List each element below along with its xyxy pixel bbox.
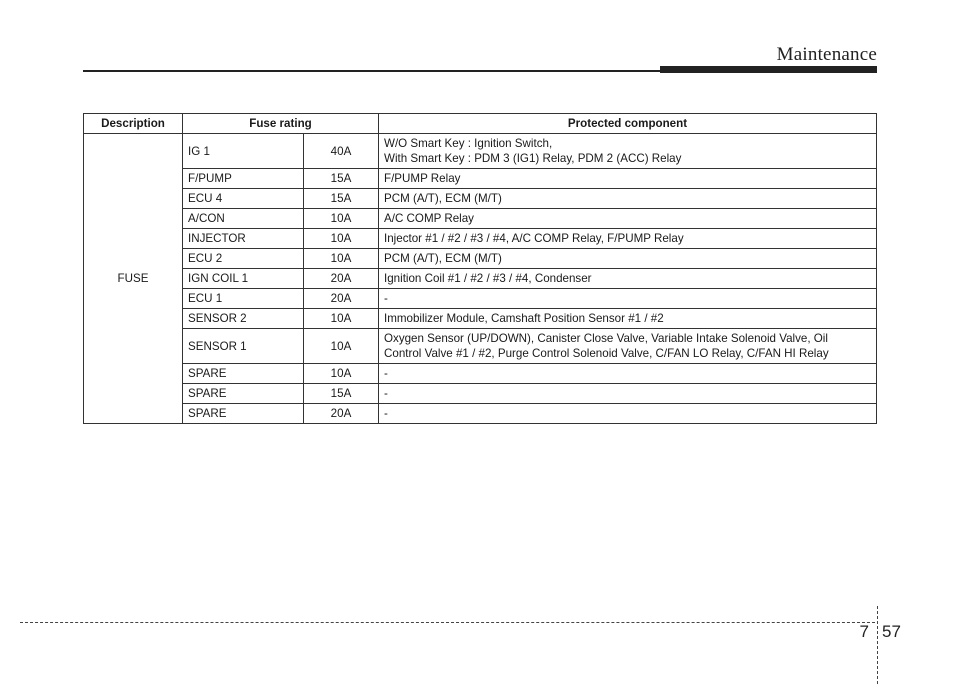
fuse-rating-cell: 10A — [304, 249, 379, 269]
fuse-name-cell: INJECTOR — [183, 229, 304, 249]
fuse-name-cell: ECU 4 — [183, 189, 304, 209]
fuse-name-cell: SENSOR 2 — [183, 309, 304, 329]
page-header-title: Maintenance — [776, 44, 877, 65]
protected-component-cell — [379, 309, 877, 329]
footer-rule — [20, 622, 875, 623]
fuse-name-cell: ECU 1 — [183, 289, 304, 309]
table-row — [84, 134, 877, 169]
component-line: A/C COMP Relay — [384, 212, 474, 225]
protected-component-cell — [379, 134, 877, 169]
table-body — [84, 134, 877, 424]
fuse-name-cell: SPARE — [183, 364, 304, 384]
table-row — [84, 384, 877, 404]
table-row — [84, 169, 877, 189]
component-line: W/O Smart Key : Ignition Switch, — [384, 137, 553, 150]
component-line: PCM (A/T), ECM (M/T) — [384, 252, 502, 265]
fuse-name-cell: SPARE — [183, 404, 304, 424]
fuse-rating-cell: 10A — [304, 309, 379, 329]
table-row — [84, 249, 877, 269]
protected-component-cell — [379, 404, 877, 424]
component-line: - — [384, 292, 388, 305]
table-row — [84, 269, 877, 289]
page-number: 57 — [882, 622, 901, 641]
fuse-name-cell: IGN COIL 1 — [183, 269, 304, 289]
table-header-row — [84, 114, 877, 134]
header-rule-thin — [83, 70, 663, 72]
protected-component-cell — [379, 249, 877, 269]
chapter-number: 7 — [859, 622, 869, 641]
component-line: Ignition Coil #1 / #2 / #3 / #4, Condenser — [384, 272, 592, 285]
component-line: Oxygen Sensor (UP/DOWN), Canister Close Valve, Variable Intake Solenoid Valve, Oil — [384, 332, 828, 345]
group-label-fuse: FUSE — [84, 134, 183, 424]
protected-component-cell — [379, 229, 877, 249]
protected-component-cell — [379, 169, 877, 189]
header-fuse-rating: Fuse rating — [183, 114, 379, 134]
fuse-rating-cell: 20A — [304, 289, 379, 309]
fuse-rating-cell: 15A — [304, 189, 379, 209]
table-row — [84, 209, 877, 229]
fuse-name-cell: A/CON — [183, 209, 304, 229]
header-rule-thick — [660, 66, 877, 73]
table-row — [84, 364, 877, 384]
fuse-name-cell: SENSOR 1 — [183, 329, 304, 364]
header-description: Description — [84, 114, 183, 134]
component-line: - — [384, 367, 388, 380]
fuse-name-cell: ECU 2 — [183, 249, 304, 269]
fuse-rating-cell: 15A — [304, 169, 379, 189]
fuse-name-cell: SPARE — [183, 384, 304, 404]
header-protected-component: Protected component — [379, 114, 877, 134]
table-row — [84, 404, 877, 424]
fuse-rating-cell: 10A — [304, 209, 379, 229]
component-line: Injector #1 / #2 / #3 / #4, A/C COMP Relay, F/PUMP Relay — [384, 232, 684, 245]
protected-component-cell — [379, 384, 877, 404]
component-line: PCM (A/T), ECM (M/T) — [384, 192, 502, 205]
component-line: Control Valve #1 / #2, Purge Control Solenoid Valve, C/FAN LO Relay, C/FAN HI Relay — [384, 347, 829, 360]
component-line: F/PUMP Relay — [384, 172, 461, 185]
protected-component-cell — [379, 189, 877, 209]
component-line: With Smart Key : PDM 3 (IG1) Relay, PDM 2 (ACC) Relay — [384, 152, 682, 165]
table-row — [84, 189, 877, 209]
protected-component-cell — [379, 364, 877, 384]
table-row — [84, 329, 877, 364]
table-row — [84, 289, 877, 309]
fuse-rating-cell: 10A — [304, 329, 379, 364]
component-line: - — [384, 407, 388, 420]
protected-component-cell — [379, 269, 877, 289]
fuse-rating-cell: 10A — [304, 229, 379, 249]
component-line: - — [384, 387, 388, 400]
page-number-divider — [877, 606, 878, 684]
component-line: Immobilizer Module, Camshaft Position Sensor #1 / #2 — [384, 312, 664, 325]
fuse-rating-cell: 10A — [304, 364, 379, 384]
table-row — [84, 309, 877, 329]
fuse-rating-cell: 20A — [304, 404, 379, 424]
fuse-rating-cell: 40A — [304, 134, 379, 169]
table-row — [84, 229, 877, 249]
fuse-table — [83, 113, 877, 424]
fuse-name-cell: IG 1 — [183, 134, 304, 169]
fuse-name-cell: F/PUMP — [183, 169, 304, 189]
protected-component-cell — [379, 329, 877, 364]
protected-component-cell — [379, 209, 877, 229]
fuse-rating-cell: 20A — [304, 269, 379, 289]
fuse-rating-cell: 15A — [304, 384, 379, 404]
protected-component-cell — [379, 289, 877, 309]
